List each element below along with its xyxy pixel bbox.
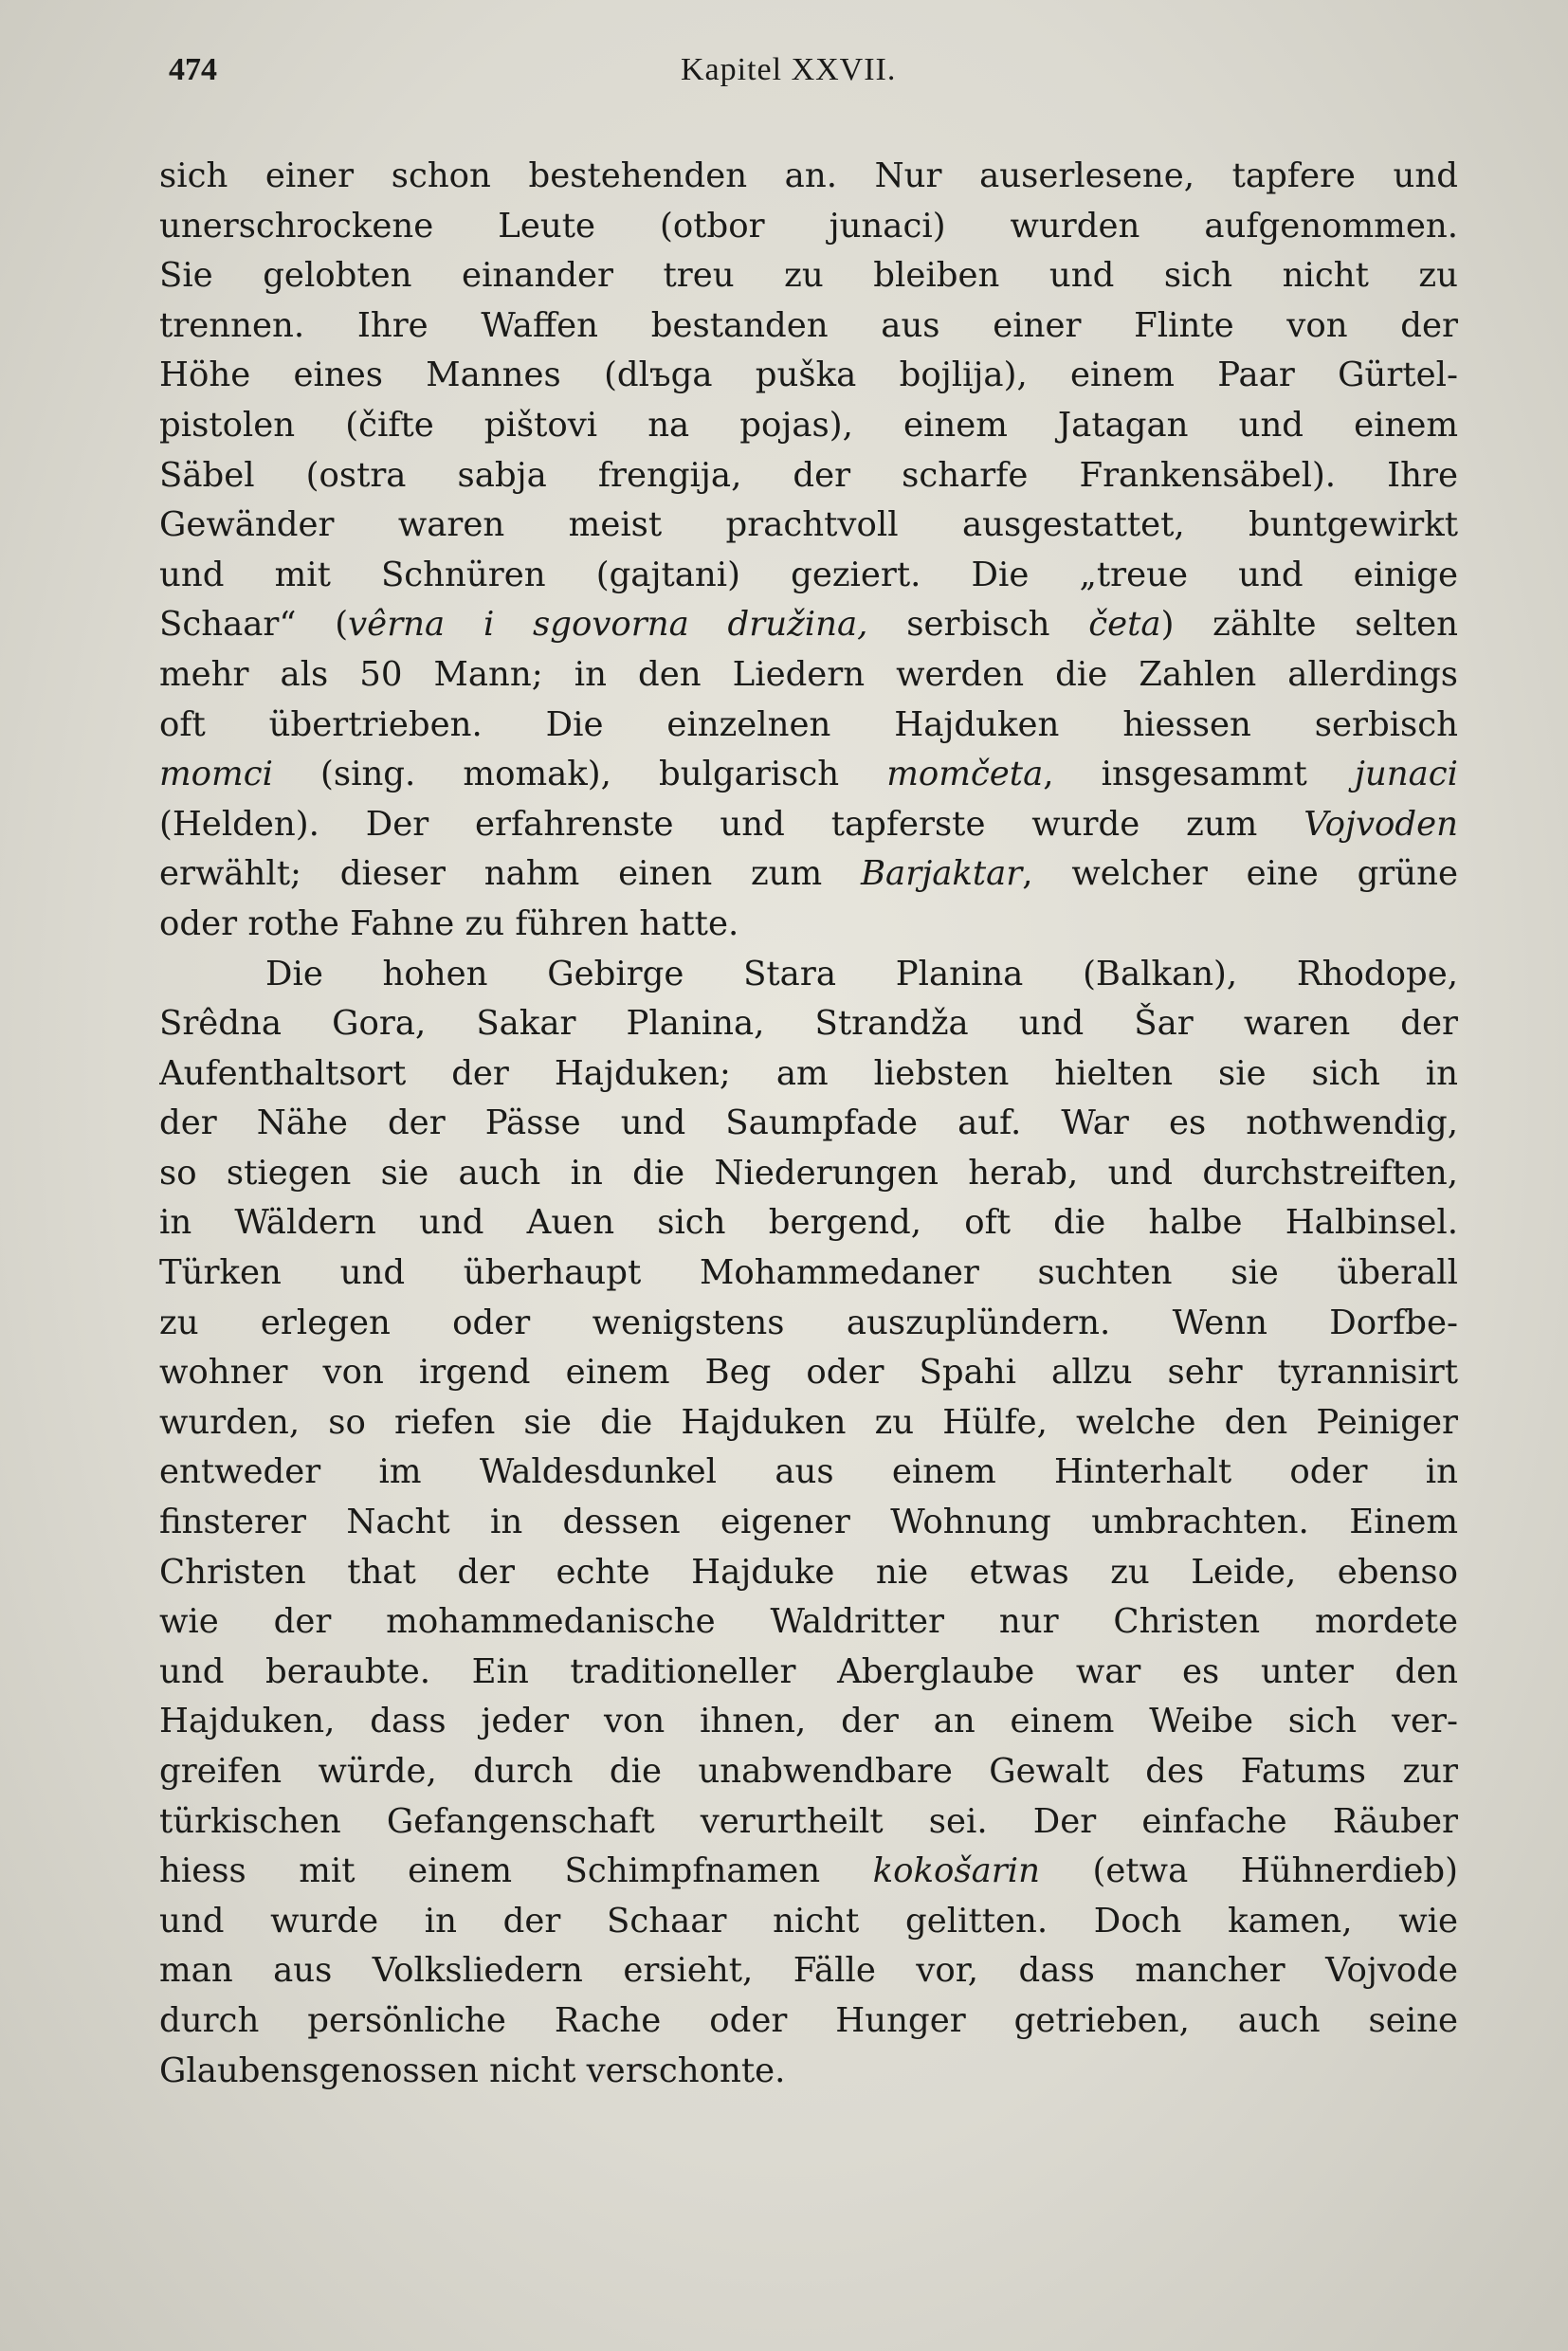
text-line xyxy=(159,1149,1458,1199)
text-segment: erwählt; dieser nahm einen zum xyxy=(159,854,861,894)
text-segment: unerschrockene Leute (otbor junaci) wurden aufgenommen. xyxy=(159,206,1458,246)
text-segment: pistolen (čifte pištovi na pojas), einem Jatagan und einem xyxy=(159,405,1458,445)
text-line xyxy=(159,1348,1458,1398)
italic-term: Vojvoden xyxy=(1304,804,1458,844)
text-line xyxy=(159,701,1458,751)
text-line xyxy=(159,1897,1458,1947)
text-segment: wohner von irgend einem Beg oder Spahi allzu sehr tyrannisirt xyxy=(159,1353,1458,1393)
text-segment: Die hohen Gebirge Stara Planina (Balkan), Rhodope, xyxy=(265,954,1458,993)
text-segment: (sing. momak), bulgarisch xyxy=(272,755,887,794)
text-segment: Höhe eines Mannes (dlъga puška bojlija), einem Paar Gürtel- xyxy=(159,355,1458,395)
text-segment: in Wäldern und Auen sich bergend, oft die halbe Halbinsel. xyxy=(159,1203,1458,1243)
page-number: 474 xyxy=(169,52,217,87)
italic-term: četa xyxy=(1088,605,1161,645)
text-segment: Türken und überhaupt Mohammedaner suchten sie überall xyxy=(159,1253,1458,1293)
text-line xyxy=(159,900,1458,950)
text-line xyxy=(159,950,1458,1000)
text-line xyxy=(159,1548,1458,1598)
text-line xyxy=(159,401,1458,451)
text-line xyxy=(159,1648,1458,1698)
text-segment: serbisch xyxy=(867,605,1089,645)
text-line xyxy=(159,301,1458,352)
text-line xyxy=(159,1099,1458,1149)
text-line xyxy=(159,202,1458,252)
text-line xyxy=(159,800,1458,850)
text-line xyxy=(159,1398,1458,1449)
italic-term: vêrna i sgovorna družina, xyxy=(348,605,868,645)
text-line xyxy=(159,1299,1458,1349)
text-segment: oft übertrieben. Die einzelnen Hajduken hiessen serbisch xyxy=(159,704,1458,744)
text-segment: Säbel (ostra sabja frengija, der scharfe Frankensäbel). Ihre xyxy=(159,455,1458,495)
italic-term: kokošarin xyxy=(872,1851,1040,1891)
text-segment: Hajduken, dass jeder von ihnen, der an einem Weibe sich ver- xyxy=(159,1702,1458,1741)
text-segment: Sie gelobten einander treu zu bleiben und sich nicht zu xyxy=(159,256,1458,296)
text-segment: Srêdna Gora, Sakar Planina, Strandža und Šar waren der xyxy=(159,1004,1458,1044)
text-segment: (etwa Hühnerdieb) xyxy=(1039,1851,1458,1891)
text-segment: finsterer Nacht in dessen eigener Wohnung umbrachten. Einem xyxy=(159,1503,1458,1542)
text-line xyxy=(159,1946,1458,1996)
text-segment: sich einer schon bestehenden an. Nur auserlesene, tapfere und xyxy=(159,156,1458,195)
text-segment: wurden, so riefen sie die Hajduken zu Hülfe, welche den Peiniger xyxy=(159,1402,1458,1442)
text-line xyxy=(159,849,1458,900)
text-line xyxy=(159,1248,1458,1299)
text-segment: und mit Schnüren (gajtani) geziert. Die „treue und einige xyxy=(159,555,1458,594)
text-segment: , insgesammt xyxy=(1043,755,1355,794)
text-line xyxy=(159,152,1458,202)
text-segment: Aufenthaltsort der Hajduken; am liebsten hielten sie sich in xyxy=(159,1053,1458,1093)
text-segment: so stiegen sie auch in die Niederungen herab, und durchstreiften, xyxy=(159,1153,1458,1193)
text-segment: entweder im Waldesdunkel aus einem Hinterhalt oder in xyxy=(159,1452,1458,1492)
italic-term: momci xyxy=(159,755,273,794)
text-line xyxy=(159,1498,1458,1548)
running-head: Kapitel XXVII. xyxy=(681,52,897,87)
text-line xyxy=(159,1448,1458,1498)
text-line xyxy=(159,1847,1458,1897)
text-segment: Glaubensgenossen nicht verschonte. xyxy=(159,2050,786,2090)
text-segment: durch persönliche Rache oder Hunger getrieben, auch seine xyxy=(159,2000,1458,2040)
text-line xyxy=(159,1049,1458,1100)
text-line xyxy=(159,999,1458,1049)
text-segment: greifen würde, durch die unabwendbare Gewalt des Fatums zur xyxy=(159,1752,1458,1791)
text-line xyxy=(159,2047,1458,2097)
text-line xyxy=(159,351,1458,401)
text-line xyxy=(159,1198,1458,1248)
body-text xyxy=(159,152,1458,2096)
text-line xyxy=(159,650,1458,701)
text-line xyxy=(159,1996,1458,2047)
text-segment: und beraubte. Ein traditioneller Aberglaube war es unter den xyxy=(159,1651,1458,1691)
text-segment: mehr als 50 Mann; in den Liedern werden die Zahlen allerdings xyxy=(159,654,1458,694)
text-line xyxy=(159,251,1458,301)
text-segment: Gewänder waren meist prachtvoll ausgestattet, buntgewirkt xyxy=(159,505,1458,545)
italic-term: junaci xyxy=(1354,755,1458,794)
text-segment: und wurde in der Schaar nicht gelitten. Doch kamen, wie xyxy=(159,1901,1458,1941)
text-line xyxy=(159,750,1458,800)
text-line xyxy=(159,1597,1458,1648)
text-segment: oder rothe Fahne zu führen hatte. xyxy=(159,903,739,943)
text-segment: zu erlegen oder wenigstens auszuplündern. Wenn Dorfbe- xyxy=(159,1303,1458,1342)
text-segment: der Nähe der Pässe und Saumpfade auf. War es nothwendig, xyxy=(159,1103,1458,1143)
text-segment: hiess mit einem Schimpfnamen xyxy=(159,1851,873,1891)
text-segment: wie der mohammedanische Waldritter nur Christen mordete xyxy=(159,1602,1458,1642)
text-segment: trennen. Ihre Waffen bestanden aus einer Flinte von der xyxy=(159,305,1458,345)
text-segment: , welcher eine grüne xyxy=(1022,854,1458,894)
page-header xyxy=(169,49,1458,91)
text-segment: man aus Volksliedern ersieht, Fälle vor, dass mancher Vojvode xyxy=(159,1951,1458,1991)
text-segment: Schaar“ ( xyxy=(159,605,349,645)
text-line xyxy=(159,1797,1458,1848)
text-segment: türkischen Gefangenschaft verurtheilt sei. Der einfache Räuber xyxy=(159,1801,1458,1841)
text-line xyxy=(159,1697,1458,1747)
text-line xyxy=(159,1747,1458,1797)
text-line xyxy=(159,501,1458,551)
text-line xyxy=(159,451,1458,501)
italic-term: momčeta xyxy=(886,755,1044,794)
italic-term: Barjaktar xyxy=(860,854,1023,894)
text-segment: ) zählte selten xyxy=(1160,605,1458,645)
text-segment: (Helden). Der erfahrenste und tapferste wurde zum xyxy=(159,804,1304,844)
text-line xyxy=(159,551,1458,601)
text-segment: Christen that der echte Hajduke nie etwas zu Leide, ebenso xyxy=(159,1552,1458,1592)
text-line xyxy=(159,600,1458,650)
